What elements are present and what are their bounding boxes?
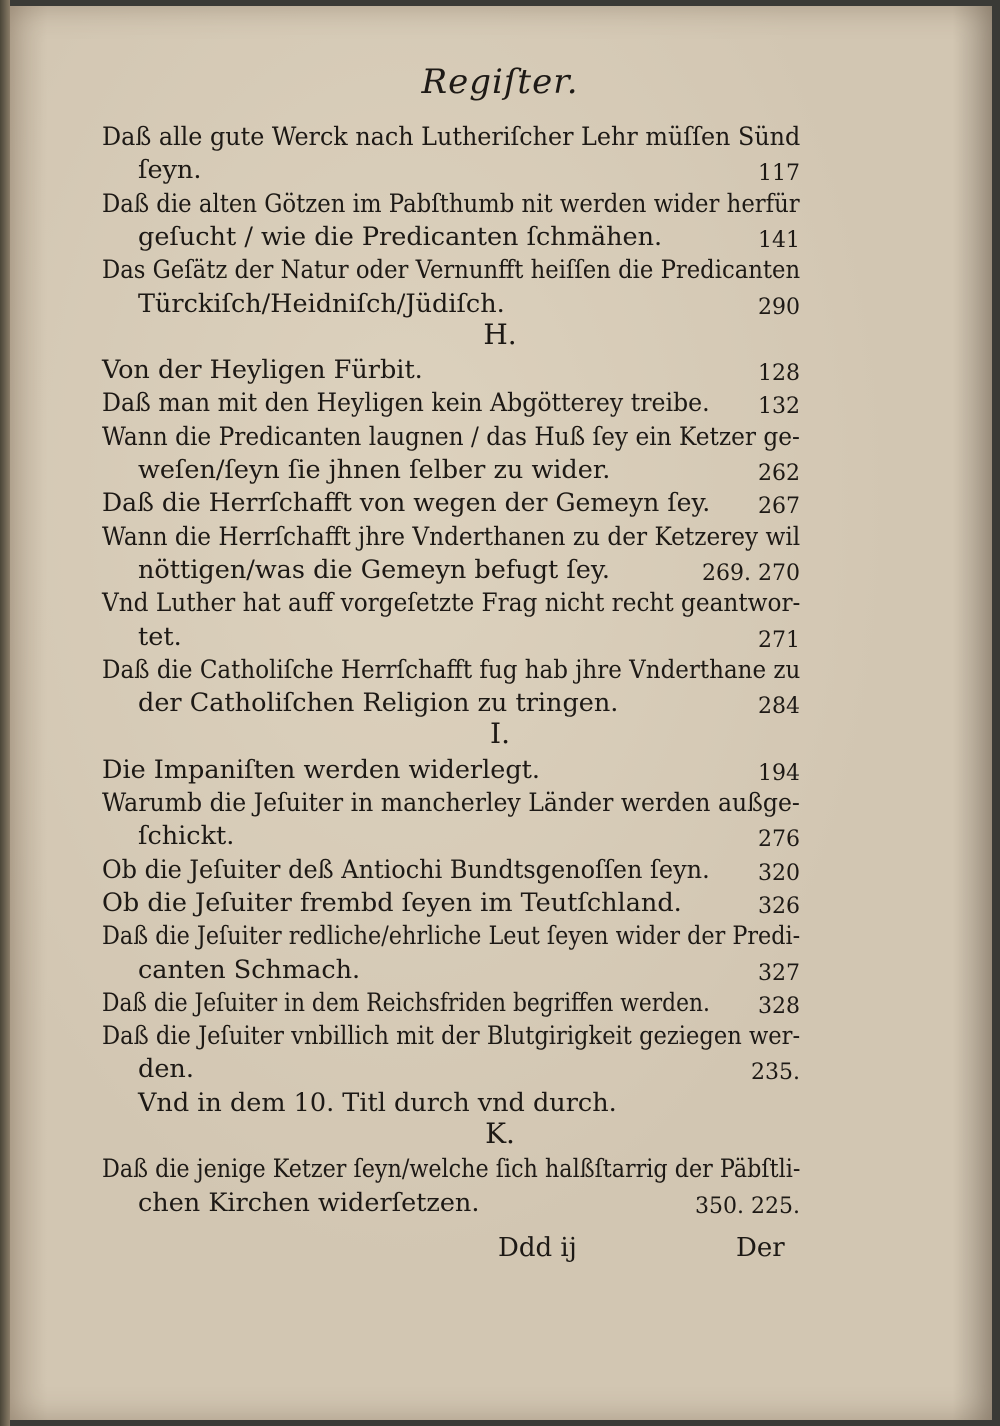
register-entry [0,584,1000,622]
entry-text: Daß die alten Götzen im Pabſthumb nit werden wider herfür [102,188,800,219]
entry-text: ſchickt. [138,821,235,852]
register-entry [0,351,1000,389]
entry-text: Wann die Predicanten laugnen / das Huß ſey ein Ketzer ge- [102,421,800,452]
entry-text: Warumb die Jeſuiter in mancherley Länder werden außge- [102,788,800,818]
entry-text: tet. [138,621,182,652]
entry-page-number: 350. 225. [695,1193,800,1219]
register-entry [0,951,1000,989]
entry-page-number: 141 [758,227,800,253]
entry-text: geſucht / wie die Predicanten ſchmähen. [138,221,663,252]
register-entry [0,551,1000,589]
register-entry [0,418,1000,456]
entry-text: canten Schmach. [138,954,361,985]
register-entry [0,451,1000,489]
entry-page-number: 128 [758,361,800,387]
register-entry [0,518,1000,556]
register-entry [0,984,1000,1022]
entry-page-number: 267 [758,494,800,520]
register-entry [0,384,1000,422]
register-entry [0,917,1000,955]
entry-page-number: 320 [758,860,800,886]
section-letter: K. [485,1117,515,1150]
register-entry [0,851,1000,889]
entry-text: Daß die Herrſchafft von wegen der Gemeyn ſey. [102,488,711,519]
entry-page-number: 276 [758,827,800,853]
entry-text: Daß die Jeſuiter redliche/ehrliche Leut ſeyen wider der Predi- [102,921,801,952]
entry-text: Türckiſch/Heidniſch/Jüdiſch. [138,288,505,319]
entry-page-number: 262 [758,461,800,486]
running-head: Regiſter. [421,62,579,102]
register-entry [0,751,1000,789]
register-entry [0,651,1000,689]
register-entry [0,784,1000,822]
entry-page-number: 194 [758,760,800,786]
register-entry [0,1184,1000,1222]
entry-page-number: 132 [758,394,800,420]
catchword: Der [736,1233,785,1263]
section-letter: I. [490,717,510,751]
entry-text: den. [138,1054,194,1085]
entry-text: Vnd Luther hat auff vorgeſetzte Frag nicht recht geantwor- [102,588,801,619]
entry-text: Vnd in dem 10. Titl durch vnd durch. [138,1087,617,1118]
signature-mark: Ddd ij [498,1233,577,1263]
entry-text: Wann die Herrſchafft jhre Vnderthanen zu der Ketzerey wil [102,521,801,552]
register-entry [0,1050,1000,1088]
entry-text: Daß alle gute Werck nach Lutheriſcher Lehr müſſen Sünd [102,122,801,152]
entry-page-number: 235. [751,1060,800,1086]
entry-text: weſen/ſeyn ſie jhnen ſelber zu wider. [138,455,611,485]
register-entry [0,484,1000,522]
register-entry [0,151,1000,189]
entry-text: Von der Heyligen Fürbit. [102,355,423,386]
entry-text: Die Impaniſten werden widerlegt. [102,754,541,785]
register-entry [0,185,1000,223]
entry-page-number: 328 [758,993,800,1019]
entry-text: Das Geſätz der Natur oder Vernunfft heiſſen die Predicanten [102,255,801,286]
register-entry [0,618,1000,656]
entry-page-number: 326 [758,893,800,919]
entry-text: Daß die jenige Ketzer ſeyn/welche ſich halßſtarrig der Päbſtli- [102,1154,801,1185]
entry-text: Ob die Jeſuiter frembd ſeyen im Teutſchland. [102,887,682,918]
entry-text: nöttigen/was die Gemeyn befugt ſey. [138,554,611,585]
register-entry [0,1150,1000,1188]
entry-text: Daß die Catholiſche Herrſchafft fug hab jhre Vnderthane zu [102,654,801,685]
register-entry [0,817,1000,855]
entry-page-number: 117 [758,161,800,187]
entry-text: ſeyn. [138,155,202,186]
entry-page-number: 290 [758,294,800,320]
entry-text: Daß die Jeſuiter vnbillich mit der Blutgirigkeit geziegen wer- [102,1021,801,1052]
entry-text: der Catholiſchen Religion zu tringen. [138,688,619,719]
register-entry [0,251,1000,289]
section-letter: H. [483,317,517,351]
entry-page-number: 269. 270 [702,560,800,586]
entry-page-number: 271 [758,627,800,653]
entry-text: Daß die Jeſuiter in dem Reichsfriden begriffen werden. [102,987,710,1018]
entry-text: Daß man mit den Heyligen kein Abgötterey treibe. [102,388,710,419]
register-entry [0,118,1000,156]
register-entry [0,1017,1000,1055]
entry-text: chen Kirchen widerſetzen. [138,1187,480,1218]
register-entry [0,218,1000,256]
entry-page-number: 284 [758,694,800,720]
entry-text: Ob die Jeſuiter deß Antiochi Bundtsgenoſſen ſeyn. [102,854,710,885]
entry-page-number: 327 [758,960,800,986]
register-entry [0,884,1000,922]
